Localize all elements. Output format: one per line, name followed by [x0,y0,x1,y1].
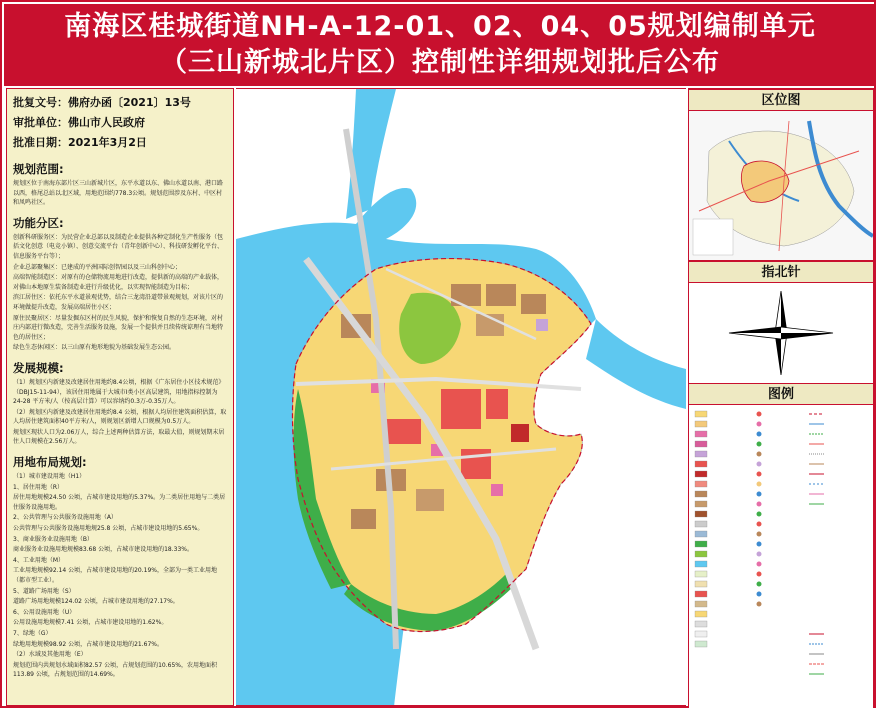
landuse-line: 3、商业服务业设施用地（B） [13,535,93,543]
landuse-line: 4、工业用地（M） [13,556,64,564]
industrial-block [521,294,546,314]
side-panel [688,88,874,706]
function-item: 绿色生态休闲区：以三山原有地形地貌为基础发展生态公园。 [13,344,176,352]
landuse-line: （2）水域及其他用地（E） [13,651,87,659]
function-body [7,233,233,353]
approval-date: 批准日期：2021年3月2日 [13,136,147,149]
commercial-block [441,389,481,429]
industrial-block [416,489,444,511]
legend-column-3 [809,414,824,674]
function-item: 原住民聚居区：尽量发掘东区村的民生风貌，保护和恢复自然的生态环境，对村庄内部进行微改造，完善生活服务设施，发展一个提供并且续传统谅理有当地特色的居住区； [13,314,224,341]
approval-unit: 审批单位：佛山市人民政府 [13,116,145,129]
location-map-svg [689,111,873,261]
landuse-line: 5、道路广场用地（S） [13,587,75,595]
industrial-block [486,284,516,306]
legend-panel [689,405,873,708]
land-use-plan-map [236,88,686,706]
commercial-block [386,419,421,444]
development-body [7,378,233,447]
landuse-body [7,472,233,680]
public-service-block [491,484,503,496]
north-arrow-icon [689,283,873,383]
landuse-line: 道路广场用地规模124.02 公顷，占城市建设用地的27.17%。 [13,598,179,606]
development-item: （1）规划区内新建及改建居住用地约8.4公顷，根据《广东居住小区技术规范》（DBJ15-11-94），该居住用地属于大城市Ⅰ类小区高层建筑，用地指标控制为24-28 平方米/人（按高层计算）可以容纳约0.3万-0.35万人。 [13,378,225,406]
landuse-line: 6、公用设施用地（U） [13,608,76,616]
landuse-line: 居住用地规模24.50 公顷，占城市建设用地的5.37%。为二类居住用地与二类居住服务设施用地。 [13,494,226,511]
scope-text: 规划区位于南海东部片区三山新城片区，东平水道以东、佛山水道以南、港口路以西，格尾总站以北区域，用地范围约778.3公顷。规划范围涉及东村、中区村和凤鸣社区。 [13,180,224,207]
development-item: 规划区现状人口为2.06万人，综合上述两种估算方法，取最大值，则规划期末居住人口规模在2.56万人。 [13,428,225,446]
landuse-line: 1、居住用地（R） [13,483,63,491]
compass-title: 指北针 [689,261,873,283]
development-item: （2）规划区内新建及改建居住用地约8.4 公顷，根据人均居住建筑面积估算，取人均居住建筑面积40平方米/人，则规划区新增人口规模为0.5万人。 [13,408,227,426]
function-item: 高端智能制造区：对原有的仓储物流用地进行改造，提供新的高端的产业载体，对佛山本地原生装备制造业进行升级优化，以实现智能制造为目标； [13,274,224,291]
legend-title: 图例 [689,383,873,405]
landuse-line: 商业服务业设施用地规模83.68 公顷，占城市建设用地的18.33%。 [13,546,193,554]
landuse-line: 2、公共管理与公共服务设施用地（A） [13,514,117,522]
legend-column-2 [757,412,762,607]
title-line-1: 南海区桂城街道NH-A-12-01、02、04、05规划编制单元 [64,11,816,42]
function-item: 创新科研服务区：为民营企业总部以及制造企业提供各种定制化生产性服务（包括文化创意（电竞小镇）、创意交流平台（青年创新中心）、科技研发孵化平台、信息服务平台等）； [13,233,224,260]
commercial-block [511,424,529,442]
commercial-block [461,449,491,479]
title-banner [4,4,876,86]
north-arrow [689,283,873,383]
location-map-title: 区位图 [689,89,873,111]
landuse-line: 公用设施用地规模7.41 公顷，占城市建设用地的1.62%。 [13,619,168,627]
industrial-block [351,509,376,529]
legend-column-1 [695,411,707,647]
landuse-line: 工业用地规模92.14 公顷，占城市建设用地的20.19%，全部为一类工业用地（都市型工业）。 [13,567,217,584]
legend-swatches [689,405,873,708]
function-item: 滨江居住区：依托东平水道景观优势，结合三龙湾沿道带景观规划，对该片区的环境做提升改造，发展高端居住小区； [13,294,224,311]
scope-title: 规划范围: [13,162,64,176]
function-title: 功能分区: [13,215,64,230]
approval-doc-no: 批复文号：佛府办函〔2021〕13号 [13,96,191,109]
landuse-title: 用地布局规划: [13,455,87,470]
text-panel [6,88,234,706]
landuse-line: 7、绿地（G） [13,629,52,637]
approval-info [7,89,233,155]
public-service-block [536,319,548,331]
landuse-line: 规划范围内共规划水域面积82.57 公顷，占规划范围的10.65%，农用地面积113.89 公顷，占规划范围的14.69%。 [13,661,217,679]
location-map [689,111,873,261]
landuse-line: 绿地用地规模98.92 公顷，占城市建设用地的21.67%。 [13,640,163,648]
plan-map-svg [236,89,686,706]
scope-body [7,179,233,208]
landuse-line: （1）城市建设用地（H1） [13,473,86,481]
function-item: 企业总部聚集区：已建成的平洲国际创智园以及三山科创中心； [13,263,182,271]
development-title: 发展规模: [13,360,64,375]
title-line-2: （三山新城北片区）控制性详细规划批后公布 [160,47,720,78]
river-channel-right [586,319,686,409]
commercial-block [486,389,508,419]
landuse-line: 公共管理与公共服务设施用地规25.8 公顷，占城市建设用地的5.65%。 [13,525,204,533]
location-legend-box [693,219,733,255]
